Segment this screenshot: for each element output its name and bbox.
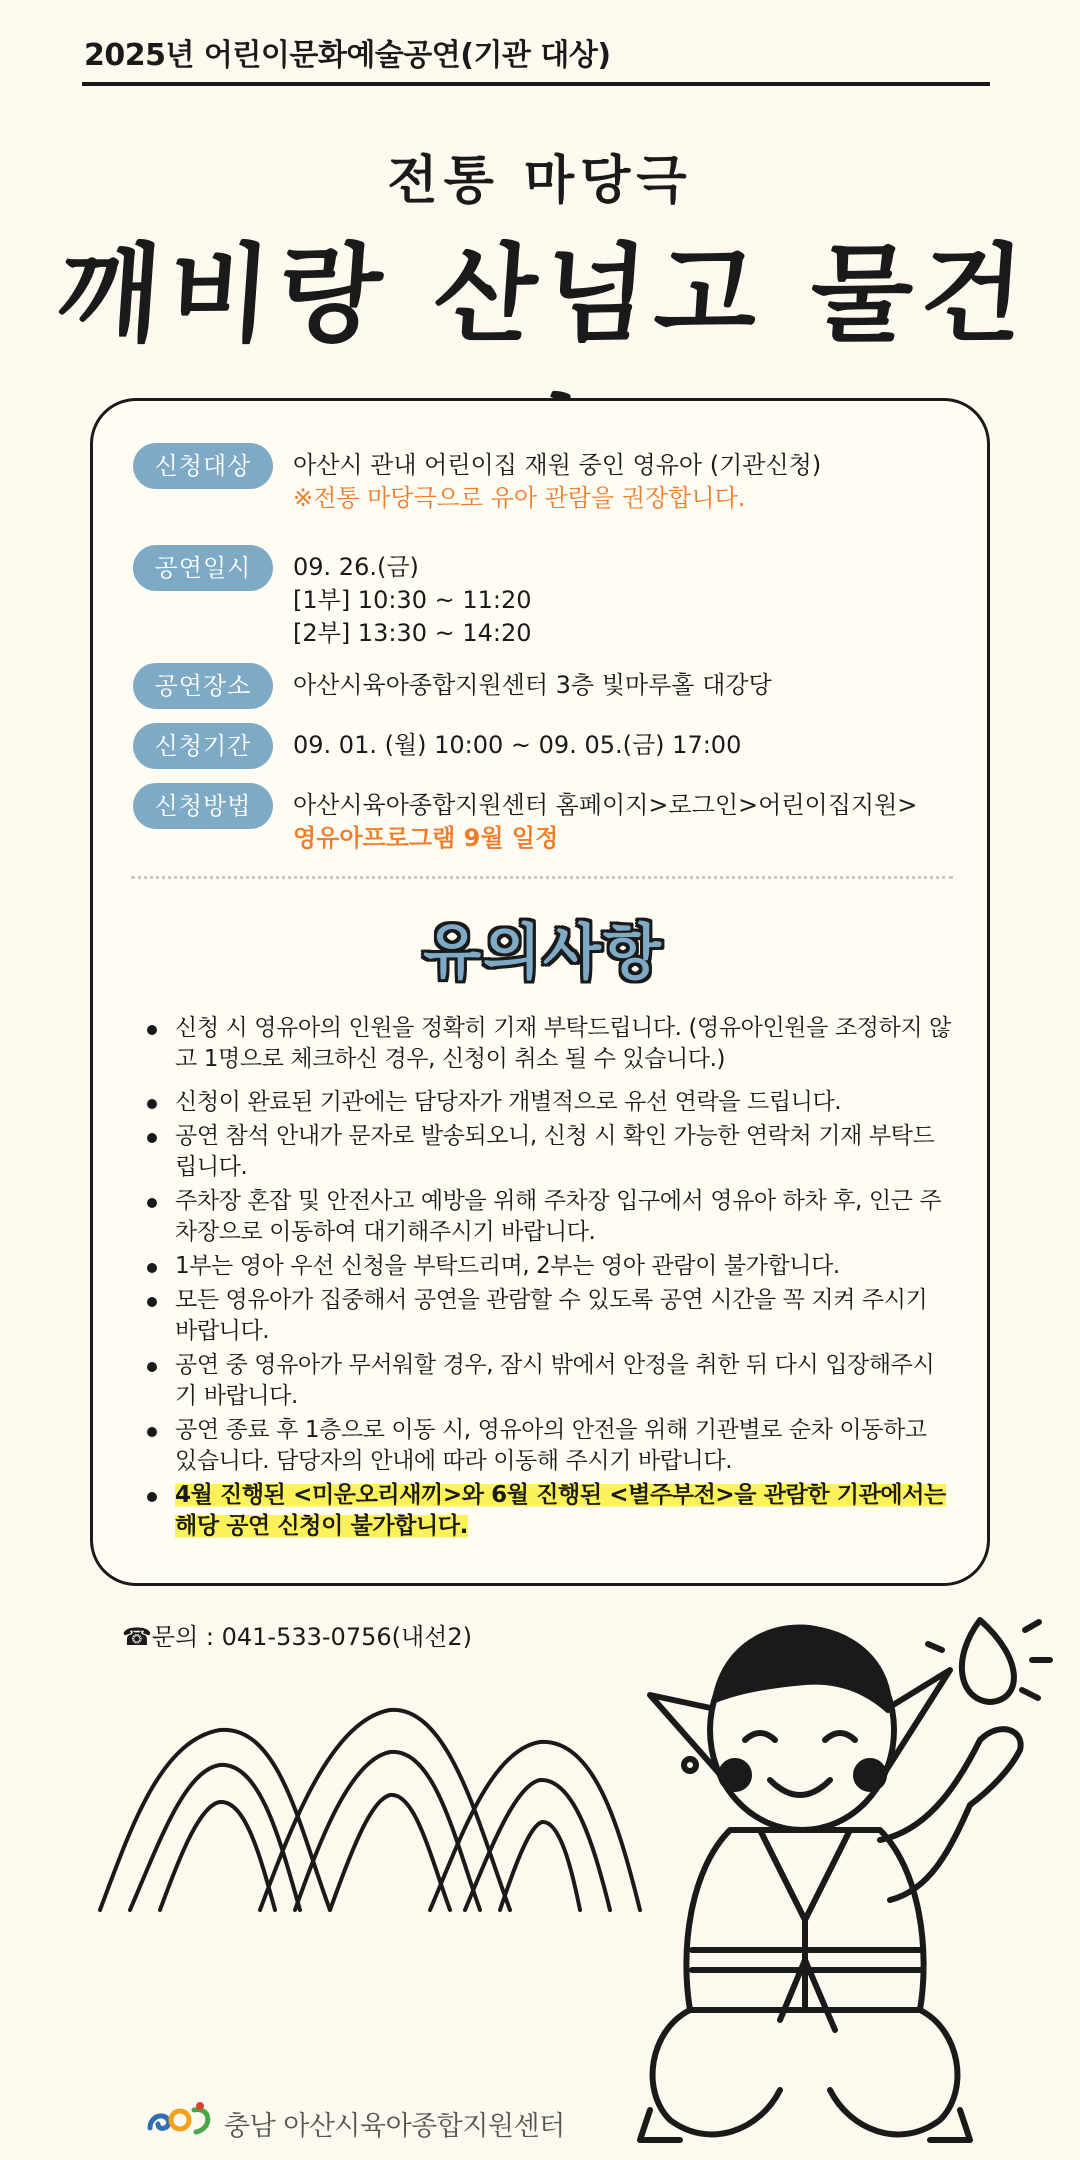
flame-icon [962,1620,1014,1702]
notice-heading: 유의사항 [423,918,663,988]
datetime-date: 09. 26.(금) [293,553,419,581]
highlighted-text: 4월 진행된 <미운오리새끼>와 6월 진행된 <별주부전>을 관람한 기관에서는 해당 공연 신청이 불가합니다. [175,1482,946,1539]
badge-target: 신청대상 [133,443,273,489]
period-line: 09. 01. (월) 10:00 ~ 09. 05.(금) 17:00 [293,731,742,759]
header-title: 2025년 어린이문화예술공연(기관 대상) [84,38,611,73]
dotted-divider [131,876,953,879]
hero-title: 깨비랑 산넘고 물건너 [53,233,1036,356]
badge-venue: 공연장소 [133,663,273,709]
method-note: 영유아프로그램 9월 일정 [293,824,559,852]
notice-item: 공연 종료 후 1층으로 이동 시, 영유아의 안전을 위해 기관별로 순차 이동하고 있습니다. 담당자의 안내에 따라 이동해 주시기 바랍니다. [141,1415,951,1477]
notice-item: 공연 중 영유아가 무서워할 경우, 잠시 밖에서 안정을 취한 뒤 다시 입장해주시기 바랍니다. [141,1350,951,1412]
method-line: 아산시육아종합지원센터 홈페이지>로그인>어린이집지원> [293,791,918,819]
info-text-method [293,789,953,855]
info-text-period [293,729,953,762]
mountains-illustration [90,1680,650,1920]
badge-period: 신청기간 [133,723,273,769]
contact-phone: ☎문의 : 041-533-0756(내선2) [122,1623,472,1651]
notice-item: 공연 참석 안내가 문자로 발송되오니, 신청 시 확인 가능한 연락처 기재 부탁드립니다. [141,1121,951,1183]
info-text-venue [293,669,953,702]
target-note: ※전통 마당극으로 유아 관람을 권장합니다. [293,484,746,512]
info-text-datetime [293,551,953,650]
notice-item-highlighted [141,1480,951,1542]
badge-datetime: 공연일시 [133,545,273,591]
notice-item: 신청 시 영유아의 인원을 정확히 기재 부탁드립니다. (영유아인원을 조정하지 않고 1명으로 체크하신 경우, 신청이 취소 될 수 있습니다.) [141,1013,951,1075]
notice-item: 1부는 영아 우선 신청을 부탁드리며, 2부는 영아 관람이 불가합니다. [141,1251,951,1282]
center-logo-icon [144,2098,216,2140]
hero-subtitle: 전통 마당극 [387,151,693,211]
info-text-target [293,449,953,515]
venue-line: 아산시육아종합지원센터 3층 빛마루홀 대강당 [293,671,772,699]
notice-item: 신청이 완료된 기관에는 담당자가 개별적으로 유선 연락을 드립니다. [141,1087,951,1118]
target-line: 아산시 관내 어린이집 재원 중인 영유아 (기관신청) [293,451,822,479]
info-card [90,398,990,1586]
notice-item: 주차장 혼잡 및 안전사고 예방을 위해 주차장 입구에서 영유아 하차 후, 인근 주차장으로 이동하여 대기해주시기 바랍니다. [141,1186,951,1248]
datetime-session-1: [1부] 10:30 ~ 11:20 [293,586,532,614]
badge-method: 신청방법 [133,783,273,829]
footer-org-name: 충남 아산시육아종합지원센터 [224,2111,565,2142]
datetime-session-2: [2부] 13:30 ~ 14:20 [293,619,532,647]
notice-list [141,1013,951,1545]
notice-item: 모든 영유아가 집중해서 공연을 관람할 수 있도록 공연 시간을 꼭 지켜 주시기 바랍니다. [141,1285,951,1347]
header-rule [82,82,990,86]
goblin-illustration [630,1590,1080,2160]
